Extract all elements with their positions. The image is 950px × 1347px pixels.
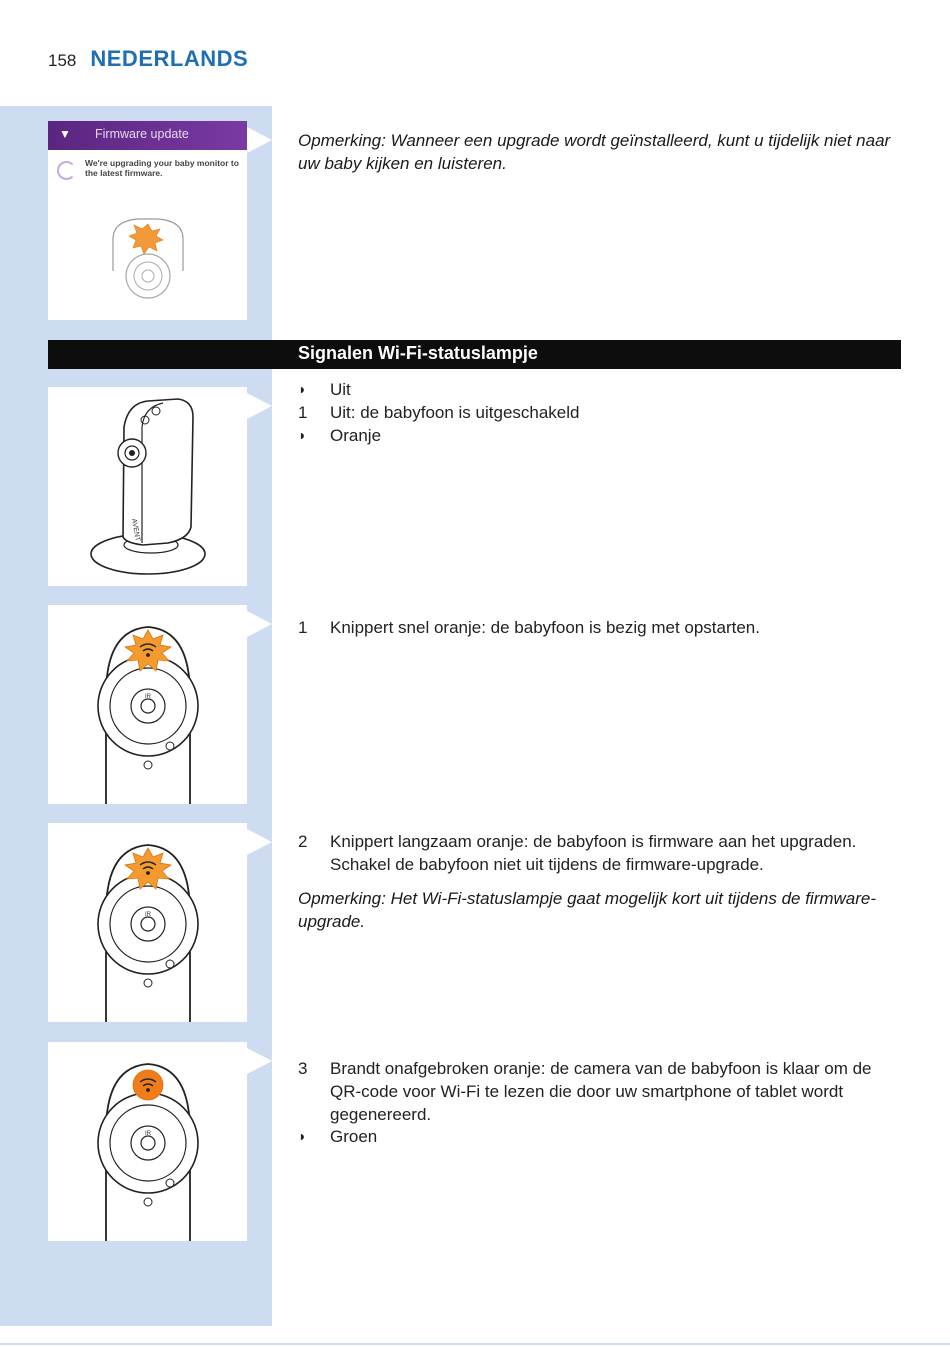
led-solid — [133, 1070, 163, 1100]
section-heading: Signalen Wi-Fi-statuslampje — [298, 343, 538, 363]
step-number: 2 — [298, 832, 308, 851]
step-number: 3 — [298, 1059, 308, 1078]
bullet-mark: ◗ — [298, 381, 307, 397]
firmware-update-figure — [48, 121, 247, 320]
item-text: Knippert langzaam oranje: de babyfoon is firmware aan het upgraden. Schakel de babyfoon niet uit tijdens de firmware-upgrade. — [330, 832, 857, 874]
list-item — [298, 378, 903, 401]
camera-front-illustration — [48, 1042, 247, 1241]
item-text: Brandt onafgebroken oranje: de camera van de babyfoon is klaar om de QR-code voor Wi-Fi te lezen die door uw smartphone of tablet wordt gegenereerd. — [330, 1059, 872, 1124]
camera-solid-orange-figure — [48, 1042, 247, 1241]
note-upgrade: Opmerking: Wanneer een upgrade wordt geïnstalleerd, kunt u tijdelijk niet naar uw baby kijken en luisteren. — [298, 131, 891, 173]
list-item — [298, 616, 903, 639]
ir-label: IR — [145, 912, 151, 918]
camera-slow-blink-figure — [48, 823, 247, 1022]
camera-front-illustration — [48, 605, 247, 804]
camera-brand-label: AVENT — [130, 518, 141, 542]
note-wifi-led: Opmerking: Het Wi-Fi-statuslampje gaat mogelijk kort uit tijdens de firmware-upgrade. — [298, 889, 877, 931]
page-number: 158 — [48, 51, 77, 70]
figure-pointer — [247, 829, 272, 855]
bullet-mark: ◗ — [298, 1128, 307, 1144]
step-number: 1 — [298, 618, 308, 637]
item-text: Uit: de babyfoon is uitgeschakeld — [330, 403, 580, 422]
step-number: 1 — [298, 403, 308, 422]
camera-fast-blink-figure — [48, 605, 247, 804]
item-text: Oranje — [330, 426, 382, 445]
figure-pointer — [247, 393, 272, 419]
figure-pointer — [247, 1048, 272, 1074]
item-text: Knippert snel oranje: de babyfoon is bezig met opstarten. — [330, 618, 760, 637]
section-title: NEDERLANDS — [90, 46, 249, 71]
bottom-rule — [0, 1343, 950, 1345]
ir-label: IR — [145, 694, 151, 700]
list-item — [298, 1125, 903, 1148]
firmware-title: Firmware update — [95, 127, 189, 141]
bullet-mark: ◗ — [298, 427, 307, 443]
wifi-led-flash — [129, 224, 163, 254]
ir-label: IR — [145, 1131, 151, 1137]
page-header — [48, 46, 248, 76]
firmware-message: We're upgrading your baby monitor to the latest firmware. — [85, 158, 239, 178]
list-item — [298, 401, 903, 424]
camera-front-illustration — [48, 823, 247, 1022]
section-heading-bar — [48, 340, 901, 369]
item-text: Groen — [330, 1127, 378, 1146]
chevron-down-icon: ▼ — [59, 127, 71, 141]
camera-off-figure — [48, 387, 247, 586]
camera-side-illustration — [48, 387, 247, 586]
list-item — [298, 424, 903, 447]
figure-pointer — [247, 127, 272, 153]
list-item — [298, 1057, 903, 1126]
camera-top-illustration — [48, 121, 247, 320]
figure-pointer — [247, 611, 272, 637]
item-text: Uit — [330, 380, 351, 399]
list-item — [298, 830, 903, 876]
